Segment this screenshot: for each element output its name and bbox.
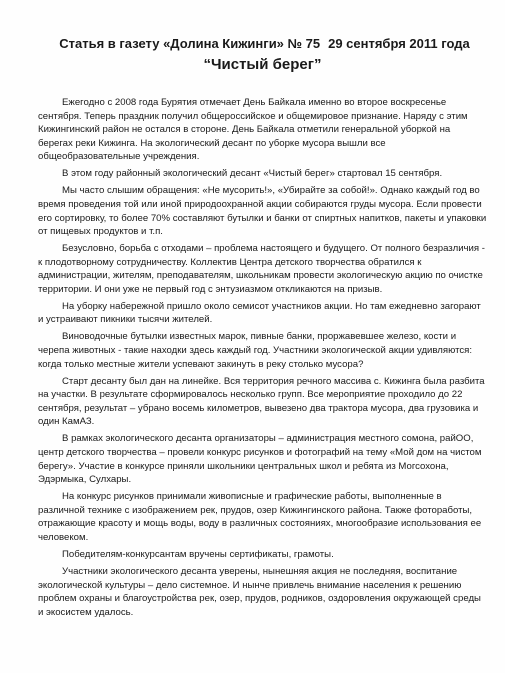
article-title [38, 36, 487, 52]
paragraph: Участники экологического десанта уверены, нынешняя акция не последняя, воспитание экологической культуры – дело системное. И нынче привлечь внимание населения к решению проблем охраны и благоустройства рек, озер, прудов, родников, оздоровления окружающей среды и экосистем удалось. [38, 565, 481, 618]
paragraph: Мы часто слышим обращения: «Не мусорить!», «Убирайте за собой!». Однако каждый год во время проведения той или иной природоохранной акции собираются груды мусора. Если провести его сортировку, то более 70% составляют бутылки и банки от спиртных напитков, пакеты и упаковки от пищевых продуктов и т.п. [38, 185, 487, 238]
paragraph: На конкурс рисунков принимали живописные и графические работы, выполненные в различной технике с изображением рек, прудов, озер Кижингинского района. Также фотоработы, отражающие красоту и мощь воды, воду в различных состояниях, многообразие использования ее человеком. [38, 491, 482, 543]
paragraph: Ежегодно с 2008 года Бурятия отмечает День Байкала именно во второе воскресенье сентября. Теперь праздник получил общероссийское и общемировое признание. Наряду с этим Кижингинский район не остался в стороне. День Байкала отметили генеральной уборкой на берегах реки Кижинга. На экологический десант по уборке мусора вышли все общеобразовательные учреждения. [38, 97, 468, 163]
issue-date: 29 сентября 2011 года [328, 36, 470, 51]
paragraph: Безусловно, борьба с отходами – проблема настоящего и будущего. От полного безразличия - к плодотворному сотрудничеству. Коллектив Центра детского творчества обратился к администрации, жителям, преподавателям, школьникам провести экологическую акцию по очистке территории. И они уже не первый год с энтузиазмом откликаются на призыв. [38, 243, 485, 295]
paragraph: В рамках экологического десанта организаторы – администрация местного сомона, райОО, центр детского творчества – провели конкурс рисунков и фотографий на тему «Мой дом на чистом берегу». Участие в конкурсе приняли школьники центральных школ и ребята из Могсохона, Эдэрмыка, Сулхары. [38, 433, 482, 486]
article-body [38, 96, 487, 619]
paragraph: Старт десанту был дан на линейке. Вся территория речного массива с. Кижинга была разбита на участки. В результате сформировалось несколько групп. Все мероприятие проходило до 22 сентября, результат – убрано восемь километров, вывезено два трактора мусора, два грузовика и один КамАЗ. [38, 375, 485, 428]
paragraph: На уборку набережной пришло около семисот участников акции. Но там ежедневно загорают и устраивают пикники тысячи жителей. [38, 300, 481, 326]
article-subtitle: “Чистый берег” [203, 56, 322, 73]
paragraph: Победителям-конкурсантам вручены сертификаты, грамоты. [62, 548, 334, 560]
paragraph: Виноводочные бутылки известных марок, пивные банки, проржавевшее железо, кости и черепа животных - такие находки здесь каждый год. Участники экологической акции удивляются: когда только местные жители успевают закинуть в реку столько мусора? [38, 331, 473, 370]
newspaper-issue: Статья в газету «Долина Кижинги» № 75 [59, 36, 321, 51]
paragraph: В этом году районный экологический десант «Чистый берег» стартовал 15 сентября. [62, 168, 443, 180]
